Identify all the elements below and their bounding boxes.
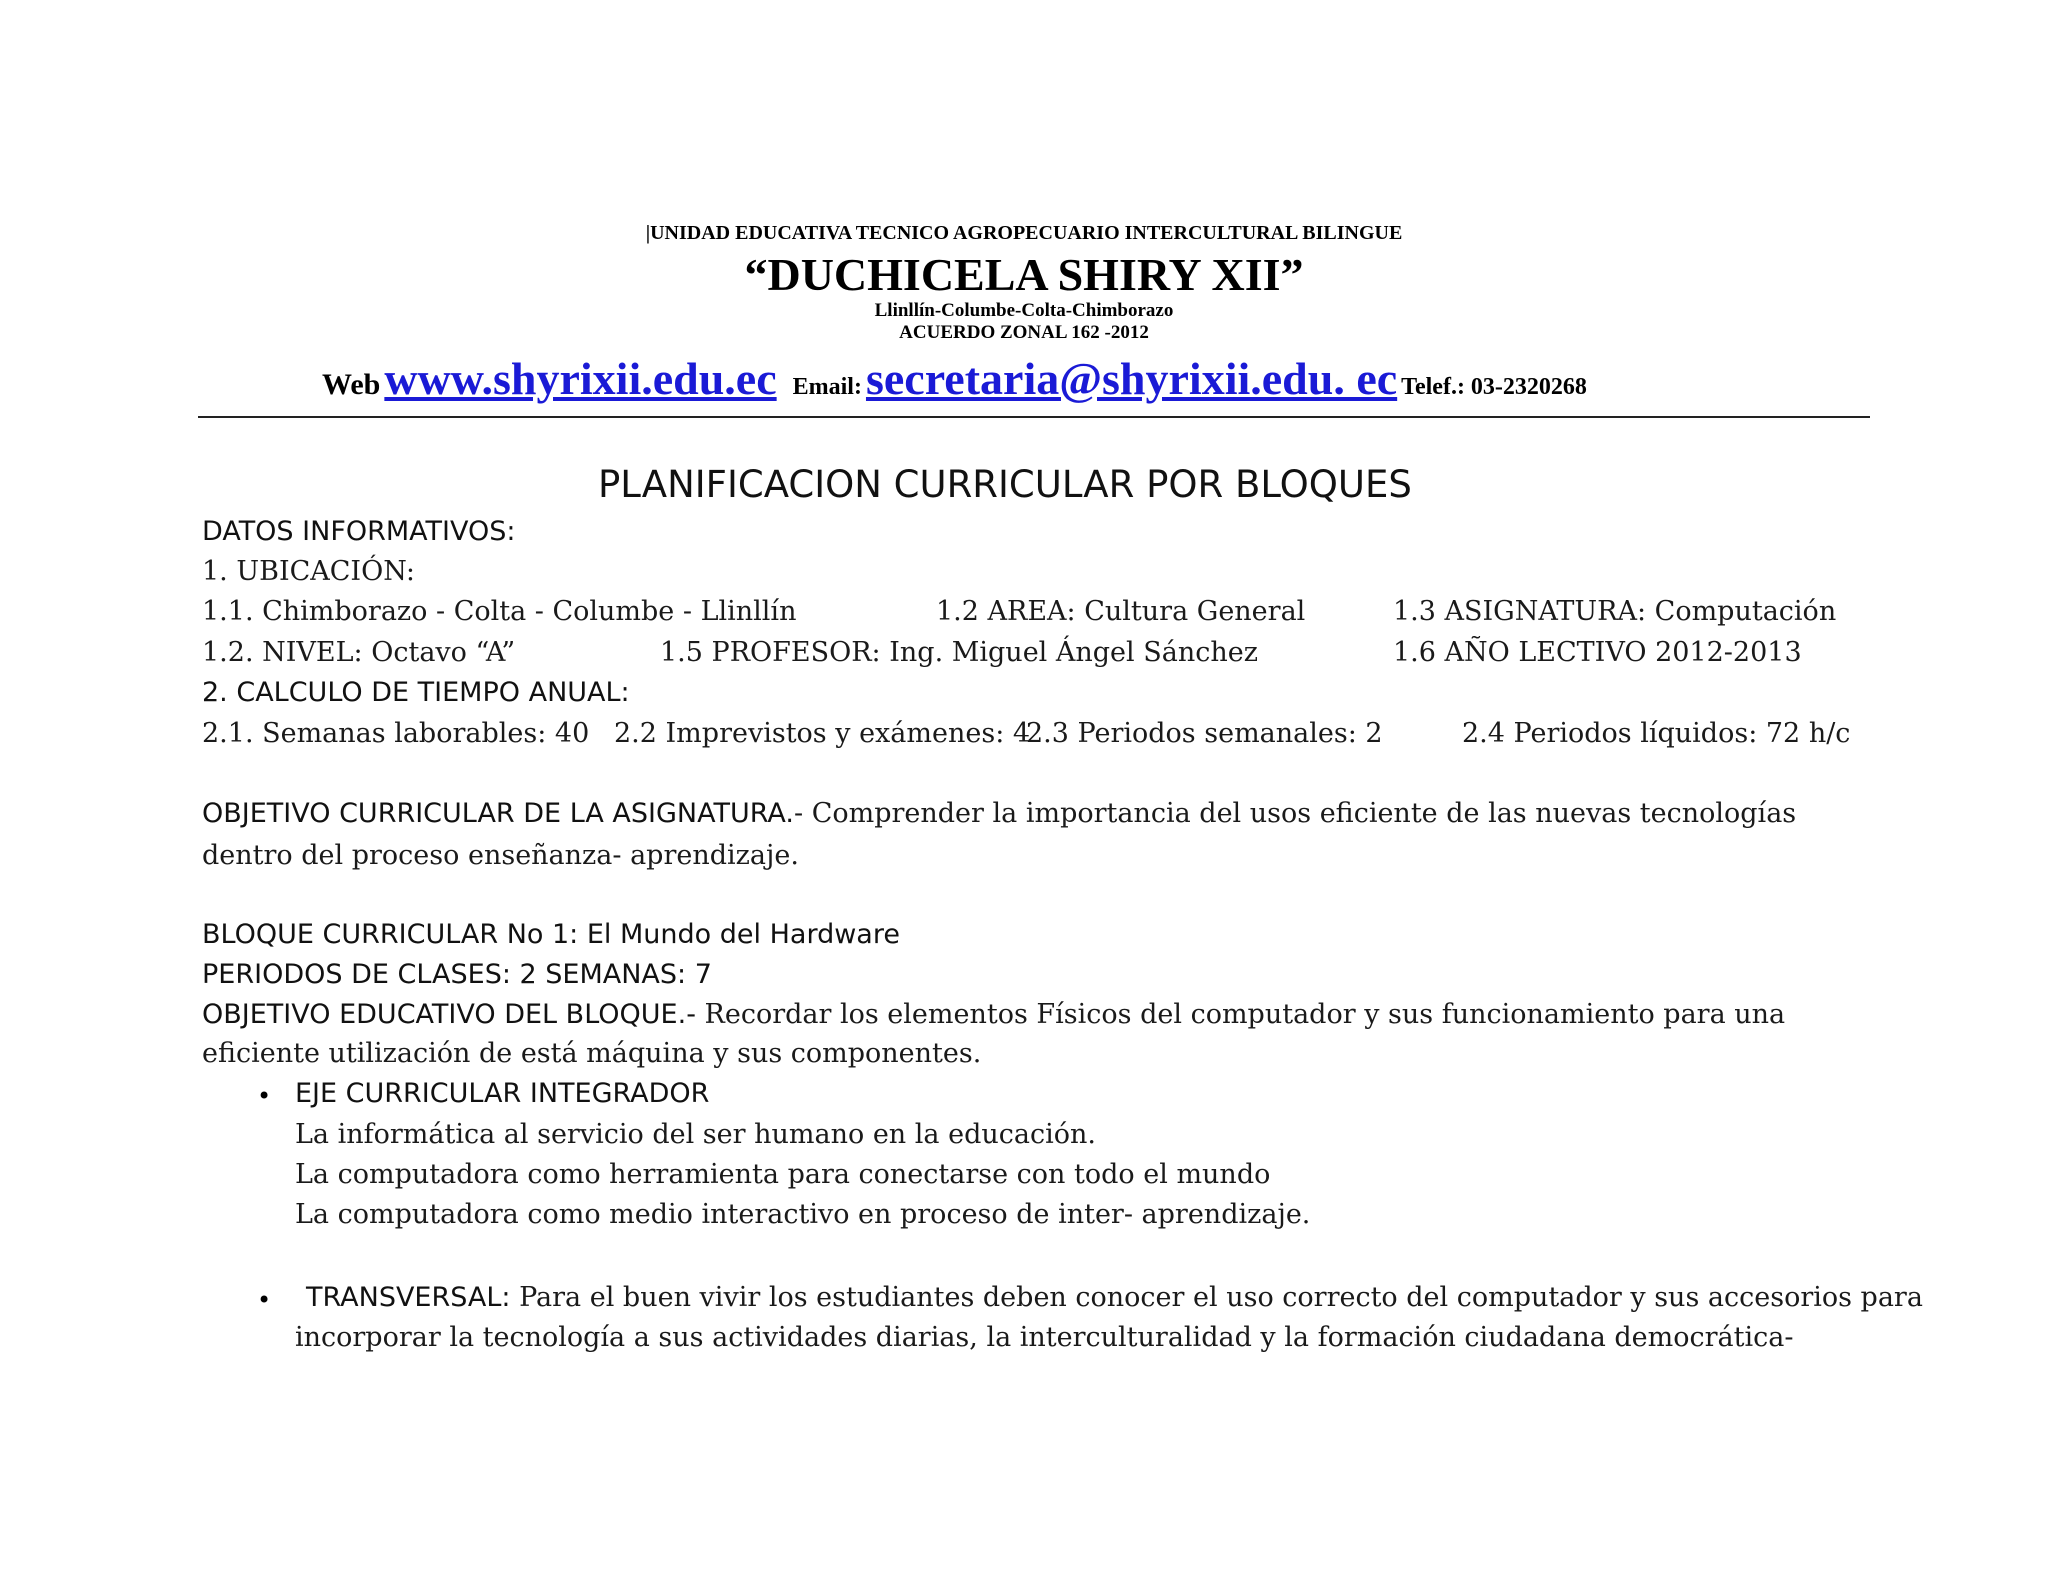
transversal-text: Para el buen vivir los estudiantes deben conocer el uso correcto del computador y sus accesorios para [510,1282,1923,1313]
periodos-liquidos: 2.4 Periodos líquidos: 72 h/c [1462,718,1851,749]
school-location: Llinllín-Columbe-Colta-Chimborazo [874,300,1174,321]
periodos-semanales: 2.3 Periodos semanales: 2 [1026,718,1383,749]
acuerdo-zonal: ACUERDO ZONAL 162 -2012 [899,322,1149,343]
bullet-icon: • [257,1082,272,1110]
objetivo-curricular-text: - Comprender la importancia del usos eficiente de las nuevas tecnologías [793,798,1797,829]
nivel-field: 1.2. NIVEL: Octavo “A” [202,637,516,668]
transversal-continuation: incorporar la tecnología a sus actividades diarias, la interculturalidad y la formación ciudadana democrática- [295,1322,1794,1353]
area-field: 1.2 AREA: Cultura General [936,596,1306,627]
eje-line: La computadora como medio interactivo en proceso de inter- aprendizaje. [295,1199,1311,1230]
objetivo-bloque [202,1001,1785,1028]
semanas-laborables: 2.1. Semanas laborables: 40 [202,718,590,749]
web-link[interactable]: www.shyrixii.edu.ec [384,353,777,404]
web-label: Web [322,368,381,401]
school-line: |UNIDAD EDUCATIVA TECNICO AGROPECUARIO INTERCULTURAL BILINGUE [645,222,1403,244]
contact-line [322,352,1587,405]
imprevistos-examenes: 2.2 Imprevistos y exámenes: 4 [614,718,1031,749]
eje-line: La computadora como herramienta para conectarse con todo el mundo [295,1159,1271,1190]
calculo-heading: 2. CALCULO DE TIEMPO ANUAL: [202,677,630,708]
page-title: PLANIFICACION CURRICULAR POR BLOQUES [598,463,1412,506]
bullet-icon: • [257,1286,272,1314]
asignatura-field: 1.3 ASIGNATURA: Computación [1393,596,1837,627]
ubicacion-location: 1.1. Chimborazo - Colta - Columbe - Llinllín [202,596,797,627]
email-label: Email: [792,374,862,400]
objetivo-bloque-label: OBJETIVO EDUCATIVO DEL BLOQUE.- [202,999,696,1030]
datos-heading: DATOS INFORMATIVOS: [202,516,516,547]
eje-heading: EJE CURRICULAR INTEGRADOR [295,1078,710,1109]
objetivo-curricular-continuation: dentro del proceso enseñanza- aprendizaje. [202,840,799,871]
bloque-periodos: PERIODOS DE CLASES: 2 SEMANAS: 7 [202,959,712,990]
objetivo-curricular [202,800,1796,827]
objetivo-curricular-label: OBJETIVO CURRICULAR DE LA ASIGNATURA. [202,798,794,829]
transversal-label: TRANSVERSAL: [306,1282,511,1313]
objetivo-bloque-text: Recordar los elementos Físicos del computador y sus funcionamiento para una [695,999,1786,1030]
eje-line: La informática al servicio del ser humano en la educación. [295,1119,1096,1150]
bloque-title: BLOQUE CURRICULAR No 1: El Mundo del Hardware [202,919,900,950]
profesor-field: 1.5 PROFESOR: Ing. Miguel Ángel Sánchez [660,637,1258,668]
anio-lectivo-field: 1.6 AÑO LECTIVO 2012-2013 [1393,637,1802,668]
phone-number: Telef.: 03-2320268 [1401,374,1587,400]
transversal [306,1284,1923,1311]
header-divider [198,416,1870,418]
objetivo-bloque-continuation: eficiente utilización de está máquina y sus componentes. [202,1038,982,1069]
ubicacion-label: 1. UBICACIÓN: [202,556,415,587]
school-name: “DUCHICELA SHIRY XII” [744,249,1304,300]
email-link[interactable]: secretaria@shyrixii.edu. ec [865,353,1398,404]
